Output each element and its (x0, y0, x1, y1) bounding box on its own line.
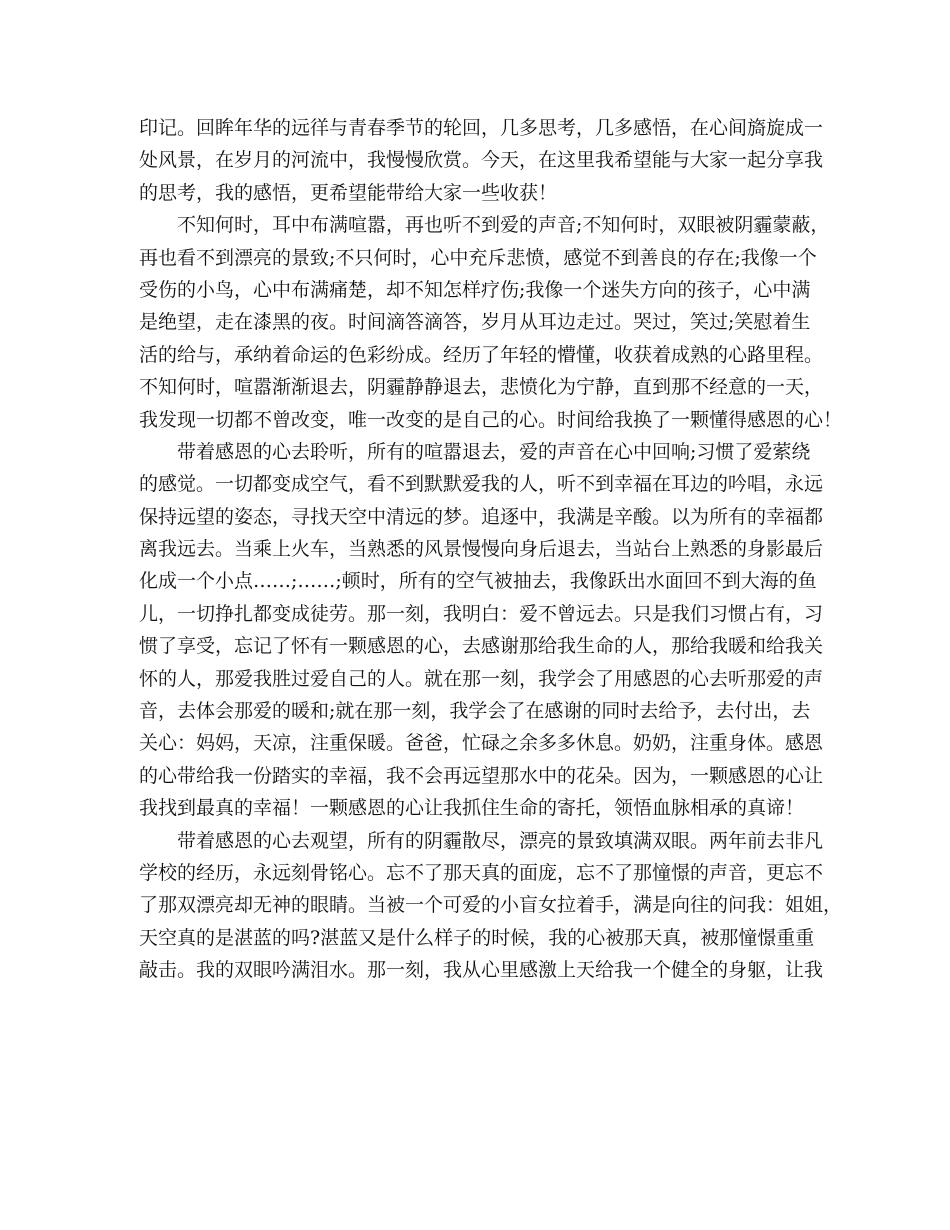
paragraph-first-line: 带着感恩的心去聆听，所有的喧嚣退去，爱的声音在心中回响;习惯了爱萦绕 (177, 440, 811, 463)
text-line: 敲击。我的双眼吟满泪水。那一刻，我从心里感激上天给我一个健全的身躯，让我 (139, 959, 824, 982)
text-line: 关心：妈妈，天凉，注重保暖。爸爸，忙碌之余多多休息。奶奶，注重身体。感恩 (139, 732, 824, 755)
text-line: 的感觉。一切都变成空气，看不到默默爱我的人，听不到幸福在耳边的吟唱，永远 (139, 473, 824, 496)
text-line: 惯了享受，忘记了怀有一颗感恩的心，去感谢那给我生命的人，那给我暖和给我关 (139, 635, 824, 658)
text-line: 儿，一切挣扎都变成徒劳。那一刻，我明白：爱不曾远去。只是我们习惯占有，习 (139, 602, 824, 625)
text-line: 的心带给我一份踏实的幸福，我不会再远望那水中的花朵。因为，一颗感恩的心让 (139, 764, 824, 787)
text-line: 的思考，我的感悟，更希望能带给大家一些收获！ (139, 181, 558, 204)
text-line: 处风景，在岁月的河流中，我慢慢欣赏。今天，在这里我希望能与大家一起分享我 (139, 149, 824, 172)
document-body (139, 112, 843, 987)
text-line: 离我远去。当乘上火车，当熟悉的风景慢慢向身后退去，当站台上熟悉的身影最后 (139, 538, 824, 561)
text-line: 化成一个小点……;……;顿时，所有的空气被抽去，我像跃出水面回不到大海的鱼 (139, 570, 817, 593)
paragraph-first-line: 不知何时，耳中布满喧嚣，再也听不到爱的声音;不知何时，双眼被阴霾蒙蔽， (177, 214, 830, 237)
text-line: 我发现一切都不曾改变，唯一改变的是自己的心。时间给我换了一颗懂得感恩的心！ (139, 408, 843, 431)
text-line: 保持远望的姿态，寻找天空中清远的梦。追逐中，我满是辛酸。以为所有的幸福都 (139, 505, 824, 528)
text-line: 再也看不到漂亮的景致;不只何时，心中充斥悲愤，感觉不到善良的存在;我像一个 (139, 246, 817, 269)
text-line: 我找到最真的幸福！一颗感恩的心让我抓住生命的寄托，领悟血脉相承的真谛！ (139, 797, 805, 820)
text-line: 活的给与，承纳着命运的色彩纷成。经历了年轻的懵懂，收获着成熟的心路里程。 (139, 343, 824, 366)
text-line: 受伤的小鸟，心中布满痛楚，却不知怎样疗伤;我像一个迷失方向的孩子，心中满 (139, 278, 811, 301)
text-line: 音，去体会那爱的暖和;就在那一刻，我学会了在感谢的同时去给予，去付出，去 (139, 700, 811, 723)
text-line: 学校的经历，永远刻骨铭心。忘不了那天真的面庞，忘不了那憧憬的声音，更忘不 (139, 861, 824, 884)
text-line: 天空真的是湛蓝的吗?湛蓝又是什么样子的时候，我的心被那天真，被那憧憬重重 (139, 926, 815, 949)
text-line: 不知何时，喧嚣渐渐退去，阴霾静静退去，悲愤化为宁静，直到那不经意的一天， (139, 376, 824, 399)
text-line: 印记。回眸年华的远徉与青春季节的轮回，几多思考，几多感悟，在心间旖旋成一 (139, 117, 824, 139)
text-line: 了那双漂亮却无神的眼睛。当被一个可爱的小盲女拉着手，满是向往的问我：姐姐， (139, 894, 843, 917)
text-line: 是绝望，走在漆黑的夜。时间滴答滴答，岁月从耳边走过。哭过，笑过;笑慰着生 (139, 311, 811, 334)
text-line: 怀的人，那爱我胜过爱自己的人。就在那一刻，我学会了用感恩的心去听那爱的声 (139, 667, 824, 690)
paragraph-first-line: 带着感恩的心去观望，所有的阴霾散尽，漂亮的景致填满双眼。两年前去非凡 (177, 829, 824, 852)
